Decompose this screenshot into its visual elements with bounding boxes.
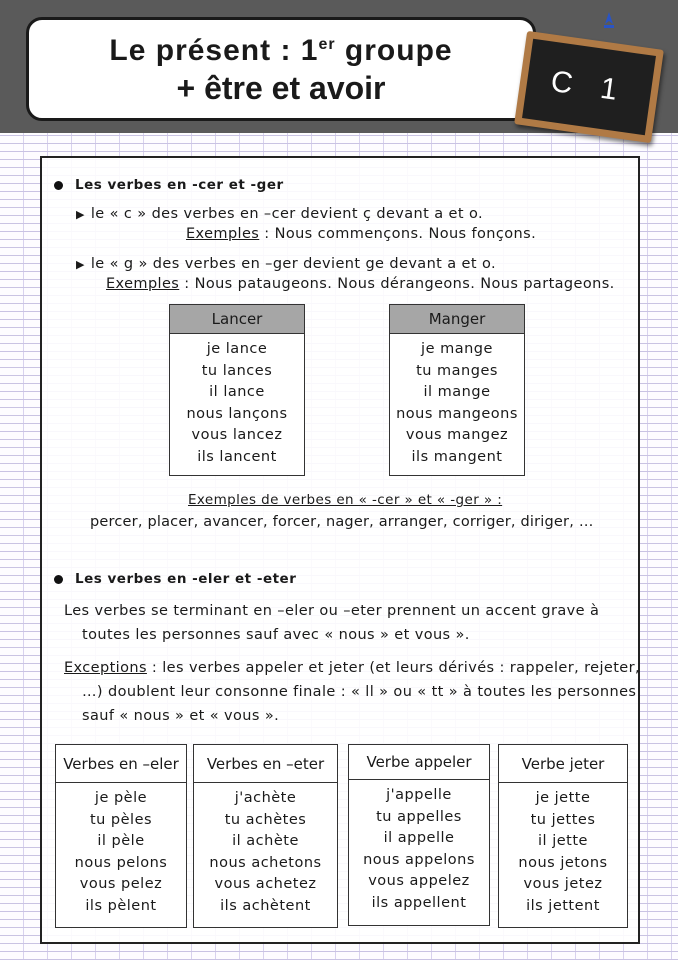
conj-line: ils appellent: [371, 894, 467, 911]
conj-line: vous jetez: [523, 876, 603, 892]
conj-line: nous jetons: [518, 854, 608, 871]
paragraph-accent-line2: toutes les personnes sauf avec « nous » et vous ».: [82, 627, 470, 643]
page-title: Le présent : 1er groupe: [109, 34, 453, 67]
conj-line: tu jettes: [530, 811, 596, 828]
conj-line: il achète: [232, 833, 299, 849]
conj-line: vous mangez: [405, 427, 509, 443]
table-header: Lancer: [170, 305, 304, 334]
bullet-icon: [54, 575, 63, 584]
title-box: [26, 17, 536, 121]
conj-line: je mange: [421, 341, 493, 357]
triangle-bullet-icon: ▶: [76, 258, 85, 271]
conj-line: je pèle: [94, 790, 148, 806]
rule-cer: ▶ le « c » des verbes en –cer devient ç devant a et o.: [76, 206, 483, 222]
conj-line: nous pelons: [74, 854, 168, 871]
examples-title: Exemples de verbes en « -cer » et « -ger » :: [188, 492, 503, 508]
conj-line: j'achète: [234, 790, 297, 806]
conj-line: ils jettent: [526, 897, 600, 914]
conj-line: nous mangeons: [396, 405, 518, 422]
section-title-eler-eter: Les verbes en -eler et -eter: [54, 571, 296, 587]
conj-line: vous lancez: [191, 427, 283, 443]
table-header: Verbe jeter: [499, 745, 627, 783]
conj-line: ils achètent: [220, 897, 311, 914]
conjugation-table-eter: [193, 744, 338, 928]
conj-line: j'appelle: [386, 787, 452, 803]
conjugation-table-jeter: [498, 744, 628, 928]
examples-ger: Exemples : Nous pataugeons. Nous dérangeons. Nous partageons.: [106, 276, 615, 292]
conj-line: je lance: [206, 341, 268, 357]
triangle-bullet-icon: ▶: [76, 208, 85, 221]
conj-line: tu manges: [416, 362, 498, 379]
conj-line: il appelle: [383, 830, 455, 846]
section-title-cer-ger: Les verbes en -cer et -ger: [54, 177, 284, 193]
conj-line: il lance: [209, 384, 265, 400]
conjugation-table-lancer: [169, 304, 305, 476]
conj-line: nous lançons: [186, 405, 288, 422]
chalkboard-badge: C 1: [514, 31, 664, 143]
conj-line: vous pelez: [79, 876, 163, 892]
table-header: Verbes en –eter: [194, 745, 337, 783]
conj-line: il pèle: [97, 833, 145, 849]
conj-line: vous appelez: [368, 873, 470, 889]
bullet-icon: [54, 181, 63, 190]
conj-line: vous achetez: [214, 876, 317, 892]
lesson-card: [40, 156, 640, 944]
exceptions-line2: …) doublent leur consonne finale : « ll » ou « tt » à toutes les personnes: [82, 684, 637, 700]
examples-cer: Exemples : Nous commençons. Nous fonçons.: [186, 226, 537, 242]
table-header: Verbe appeler: [349, 745, 489, 780]
conj-line: ils pèlent: [85, 897, 157, 914]
table-header: Manger: [390, 305, 524, 334]
conj-line: tu lances: [201, 362, 273, 379]
conj-line: nous appelons: [363, 851, 475, 868]
logo-icon: [598, 10, 620, 32]
exceptions-line3: sauf « nous » et « vous ».: [82, 708, 280, 724]
page-subtitle: + être et avoir: [176, 70, 386, 106]
conj-line: je jette: [535, 790, 591, 806]
table-header: Verbes en –eler: [56, 745, 186, 783]
exceptions-line1: Exceptions : les verbes appeler et jeter (et leurs dérivés : rappeler, rejeter,: [64, 660, 640, 676]
conj-line: tu appelles: [376, 808, 462, 825]
conjugation-table-appeler: [348, 744, 490, 926]
conjugation-table-eler: [55, 744, 187, 928]
conj-line: tu pèles: [89, 811, 153, 828]
conj-line: ils lancent: [197, 448, 277, 465]
conj-line: tu achètes: [224, 811, 307, 828]
conj-line: nous achetons: [209, 854, 322, 871]
paragraph-accent-line1: Les verbes se terminant en –eler ou –eter prennent un accent grave à: [64, 603, 600, 619]
conj-line: il jette: [538, 833, 588, 849]
conjugation-table-manger: [389, 304, 525, 476]
rule-ger: ▶ le « g » des verbes en –ger devient ge devant a et o.: [76, 256, 496, 272]
examples-list: percer, placer, avancer, forcer, nager, arranger, corriger, diriger, …: [90, 514, 594, 530]
conj-line: ils mangent: [411, 448, 503, 465]
conj-line: il mange: [423, 384, 491, 400]
